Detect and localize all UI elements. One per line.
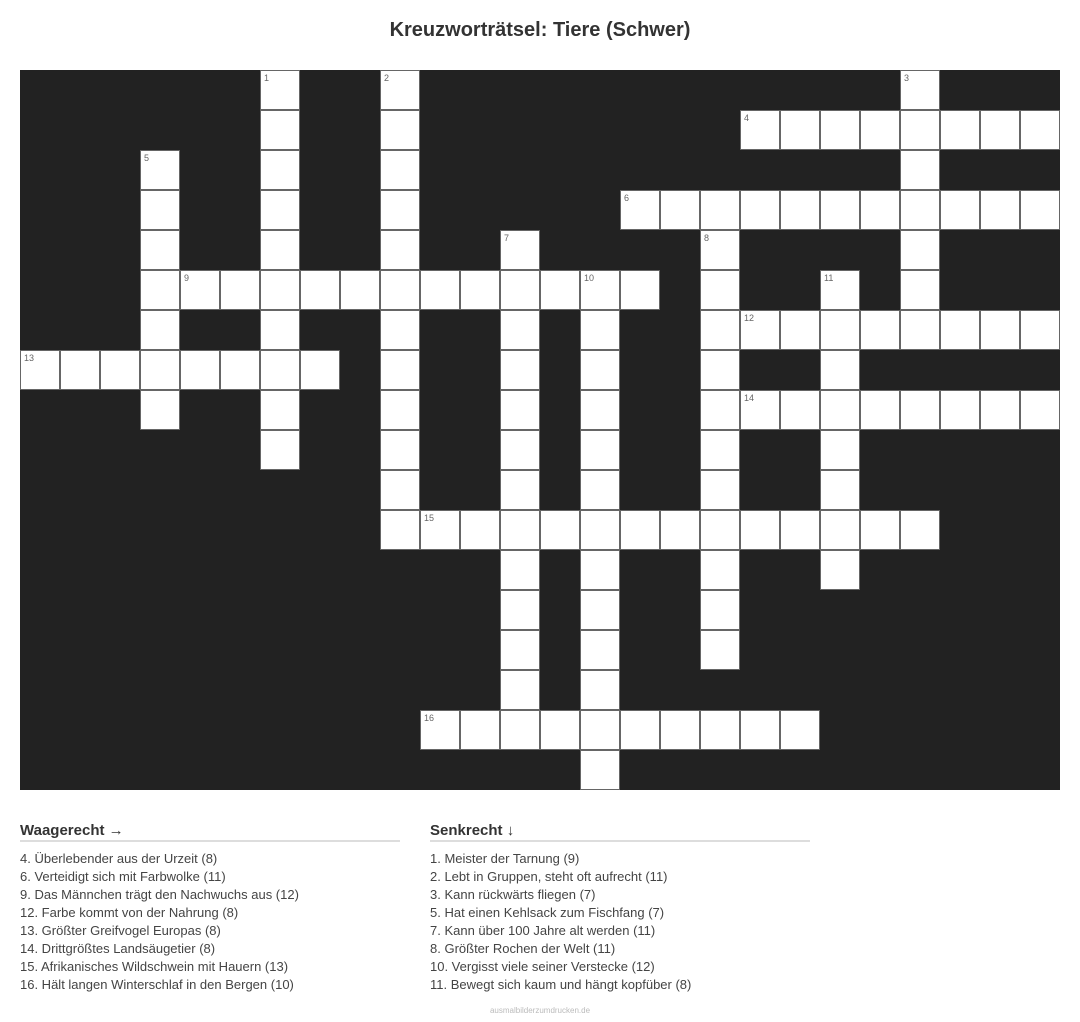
grid-cell[interactable]	[820, 350, 860, 390]
grid-cell[interactable]	[820, 190, 860, 230]
grid-cell[interactable]	[380, 470, 420, 510]
clue-item: 9. Das Männchen trägt den Nachwuchs aus (12)	[20, 887, 299, 902]
grid-cell[interactable]	[220, 270, 260, 310]
grid-cell[interactable]	[740, 310, 780, 350]
grid-cell[interactable]	[260, 270, 300, 310]
grid-cell[interactable]	[420, 710, 460, 750]
clue-item: 12. Farbe kommt von der Nahrung (8)	[20, 905, 239, 920]
grid-cell[interactable]	[860, 190, 900, 230]
grid-cell[interactable]	[380, 70, 420, 110]
grid-cell[interactable]	[820, 110, 860, 150]
grid-cell[interactable]	[180, 350, 220, 390]
grid-cell[interactable]	[820, 390, 860, 430]
grid-cell[interactable]	[820, 550, 860, 590]
grid-cell[interactable]	[380, 190, 420, 230]
grid-cell[interactable]	[140, 230, 180, 270]
grid-cell[interactable]	[780, 510, 820, 550]
grid-cell[interactable]	[700, 470, 740, 510]
grid-cell[interactable]	[540, 710, 580, 750]
clue-item: 11. Bewegt sich kaum und hängt kopfüber (8)	[430, 977, 692, 992]
footer-credit: ausmalbilderzumdrucken.de	[489, 1006, 591, 1015]
grid-cell[interactable]	[580, 550, 620, 590]
grid-cell[interactable]	[900, 510, 940, 550]
down-heading: Senkrecht ↓	[430, 822, 810, 842]
grid-cell[interactable]	[900, 110, 940, 150]
grid-cell[interactable]	[780, 390, 820, 430]
grid-cell[interactable]	[1020, 390, 1060, 430]
grid-cell[interactable]	[140, 390, 180, 430]
grid-cell[interactable]	[700, 310, 740, 350]
clue-number: 13	[24, 353, 35, 363]
grid-cell[interactable]	[500, 630, 540, 670]
clue-item: 5. Hat einen Kehlsack zum Fischfang (7)	[430, 905, 665, 920]
grid-cell[interactable]	[820, 310, 860, 350]
grid-cell[interactable]	[780, 190, 820, 230]
grid-cell[interactable]	[500, 510, 540, 550]
grid-cell[interactable]	[740, 710, 780, 750]
grid-cell[interactable]	[180, 270, 220, 310]
grid-cell[interactable]	[900, 310, 940, 350]
grid-cell[interactable]	[260, 190, 300, 230]
grid-cell[interactable]	[1020, 310, 1060, 350]
grid-cell[interactable]	[580, 750, 620, 790]
clue-number: 7	[504, 233, 510, 243]
grid-cell[interactable]	[900, 190, 940, 230]
grid-cell[interactable]	[260, 350, 300, 390]
grid-cell[interactable]	[820, 510, 860, 550]
grid-cell[interactable]	[900, 270, 940, 310]
clue-item: 6. Verteidigt sich mit Farbwolke (11)	[20, 869, 226, 884]
grid-cell[interactable]	[580, 310, 620, 350]
grid-cell[interactable]	[380, 110, 420, 150]
grid-cell[interactable]	[780, 110, 820, 150]
grid-cell[interactable]	[940, 310, 980, 350]
grid-cell[interactable]	[380, 390, 420, 430]
clue-item: 8. Größter Rochen der Welt (11)	[430, 941, 616, 956]
grid-cell[interactable]	[260, 110, 300, 150]
grid-cell[interactable]	[620, 710, 660, 750]
grid-cell[interactable]	[340, 270, 380, 310]
grid-cell[interactable]	[980, 310, 1020, 350]
grid-cell[interactable]	[620, 190, 660, 230]
grid-cell[interactable]	[260, 230, 300, 270]
grid-cell[interactable]	[580, 270, 620, 310]
grid-cell[interactable]	[380, 350, 420, 390]
grid-cell[interactable]	[500, 710, 540, 750]
grid-cell[interactable]	[700, 430, 740, 470]
grid-cell[interactable]	[860, 510, 900, 550]
grid-cell[interactable]	[980, 390, 1020, 430]
grid-cell[interactable]	[580, 590, 620, 630]
grid-cell[interactable]	[260, 70, 300, 110]
grid-cell[interactable]	[780, 710, 820, 750]
grid-cell[interactable]	[580, 430, 620, 470]
grid-cell[interactable]	[300, 350, 340, 390]
grid-cell[interactable]	[860, 310, 900, 350]
clue-item: 3. Kann rückwärts fliegen (7)	[430, 887, 596, 902]
grid-cell[interactable]	[500, 390, 540, 430]
grid-cell[interactable]	[140, 350, 180, 390]
grid-cell[interactable]	[140, 270, 180, 310]
clue-item: 7. Kann über 100 Jahre alt werden (11)	[430, 923, 656, 938]
grid-cell[interactable]	[540, 510, 580, 550]
grid-cell[interactable]	[460, 710, 500, 750]
grid-cell[interactable]	[700, 230, 740, 270]
grid-cell[interactable]	[540, 270, 580, 310]
clue-item: 10. Vergisst viele seiner Verstecke (12)	[430, 959, 655, 974]
grid-cell[interactable]	[700, 550, 740, 590]
clue-item: 2. Lebt in Gruppen, steht oft aufrecht (11)	[430, 869, 668, 884]
clue-item: 16. Hält langen Winterschlaf in den Bergen (10)	[20, 977, 294, 992]
clue-item: 15. Afrikanisches Wildschwein mit Hauern (13)	[20, 959, 289, 974]
clue-number: 6	[624, 193, 630, 203]
grid-cell[interactable]	[700, 590, 740, 630]
grid-cell[interactable]	[700, 270, 740, 310]
grid-cell[interactable]	[580, 390, 620, 430]
grid-cell[interactable]	[620, 510, 660, 550]
across-clues-section	[20, 822, 400, 994]
clue-item: 4. Überlebender aus der Urzeit (8)	[20, 851, 218, 866]
grid-cell[interactable]	[500, 430, 540, 470]
grid-cell[interactable]	[740, 510, 780, 550]
clue-number: 11	[824, 273, 834, 283]
crossword-grid	[20, 70, 1060, 790]
grid-cell[interactable]	[500, 310, 540, 350]
grid-cell[interactable]	[20, 350, 60, 390]
clue-number: 4	[744, 113, 750, 123]
grid-cell[interactable]	[740, 390, 780, 430]
grid-cell[interactable]	[380, 430, 420, 470]
grid-cell[interactable]	[900, 390, 940, 430]
grid-cell[interactable]	[420, 270, 460, 310]
grid-cell[interactable]	[820, 430, 860, 470]
page-title: Kreuzworträtsel: Tiere (Schwer)	[389, 19, 691, 41]
grid-cell[interactable]	[580, 710, 620, 750]
clue-number: 2	[384, 73, 390, 83]
grid-cell[interactable]	[860, 390, 900, 430]
grid-cell[interactable]	[580, 630, 620, 670]
grid-cell[interactable]	[940, 390, 980, 430]
grid-cell[interactable]	[380, 230, 420, 270]
grid-cell[interactable]	[260, 150, 300, 190]
grid-cell[interactable]	[380, 150, 420, 190]
grid-cell[interactable]	[140, 150, 180, 190]
clue-number: 1	[264, 73, 270, 83]
clue-item: 1. Meister der Tarnung (9)	[430, 851, 580, 866]
grid-cell[interactable]	[260, 430, 300, 470]
grid-cell[interactable]	[1020, 190, 1060, 230]
clue-item: 14. Drittgrößtes Landsäugetier (8)	[20, 941, 216, 956]
clue-number: 10	[584, 273, 595, 283]
grid-cell[interactable]	[220, 350, 260, 390]
across-clue-list	[20, 850, 400, 994]
grid-cell[interactable]	[620, 270, 660, 310]
clue-item: 13. Größter Greifvogel Europas (8)	[20, 923, 221, 938]
grid-cell[interactable]	[580, 670, 620, 710]
grid-cell[interactable]	[500, 550, 540, 590]
grid-cell[interactable]	[500, 470, 540, 510]
clue-number: 15	[424, 513, 435, 523]
grid-cell[interactable]	[380, 510, 420, 550]
grid-cell[interactable]	[700, 630, 740, 670]
grid-cell[interactable]	[460, 270, 500, 310]
grid-cell[interactable]	[660, 190, 700, 230]
grid-cell[interactable]	[980, 190, 1020, 230]
grid-cell[interactable]	[500, 270, 540, 310]
grid-cell[interactable]	[980, 110, 1020, 150]
clue-number: 16	[424, 713, 435, 723]
grid-cell[interactable]	[420, 510, 460, 550]
grid-cell[interactable]	[900, 150, 940, 190]
grid-cell[interactable]	[940, 110, 980, 150]
clue-number: 5	[144, 153, 150, 163]
grid-cell[interactable]	[460, 510, 500, 550]
grid-cell[interactable]	[300, 270, 340, 310]
grid-cell[interactable]	[780, 310, 820, 350]
grid-cell[interactable]	[380, 270, 420, 310]
grid-cell[interactable]	[500, 230, 540, 270]
grid-cell[interactable]	[140, 190, 180, 230]
grid-cell[interactable]	[580, 350, 620, 390]
grid-cell[interactable]	[580, 510, 620, 550]
across-heading: Waagerecht →	[20, 822, 400, 842]
clue-number: 3	[904, 73, 910, 83]
grid-cell[interactable]	[260, 310, 300, 350]
down-clue-list	[430, 850, 810, 994]
grid-cell[interactable]	[60, 350, 100, 390]
grid-cell[interactable]	[100, 350, 140, 390]
clue-number: 9	[184, 273, 190, 283]
grid-cell[interactable]	[1020, 110, 1060, 150]
grid-cell[interactable]	[900, 230, 940, 270]
clue-number: 14	[744, 393, 755, 403]
grid-cell[interactable]	[380, 310, 420, 350]
grid-cell[interactable]	[740, 190, 780, 230]
grid-cell[interactable]	[900, 70, 940, 110]
grid-cell[interactable]	[740, 110, 780, 150]
down-clues-section	[430, 822, 810, 994]
grid-cell[interactable]	[660, 710, 700, 750]
grid-cell[interactable]	[700, 350, 740, 390]
grid-cell[interactable]	[700, 510, 740, 550]
grid-cell[interactable]	[700, 390, 740, 430]
grid-cell[interactable]	[940, 190, 980, 230]
grid-cell[interactable]	[820, 270, 860, 310]
grid-cell[interactable]	[860, 110, 900, 150]
grid-cell[interactable]	[500, 350, 540, 390]
grid-cell[interactable]	[700, 710, 740, 750]
grid-cell[interactable]	[820, 470, 860, 510]
grid-cell[interactable]	[700, 190, 740, 230]
clue-number: 8	[704, 233, 710, 243]
grid-cell[interactable]	[260, 390, 300, 430]
grid-cell[interactable]	[580, 470, 620, 510]
grid-cell[interactable]	[140, 310, 180, 350]
clue-number: 12	[744, 313, 755, 323]
grid-cell[interactable]	[660, 510, 700, 550]
grid-cell[interactable]	[500, 670, 540, 710]
grid-cell[interactable]	[500, 590, 540, 630]
